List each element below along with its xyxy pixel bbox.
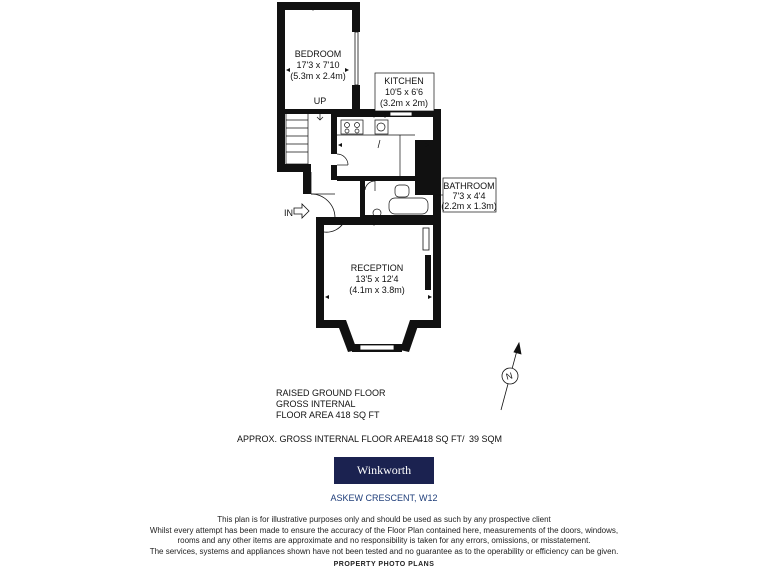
bedroom-walls (277, 2, 360, 172)
disclaimer-line: rooms and any other items are approximate and no responsibility is taken for any errors, omissions, or misstatement. (177, 536, 591, 545)
kitchen-fixtures (337, 120, 415, 176)
disclaimer-line: Whilst every attempt has been made to ensure the accuracy of the Floor Plan contained here, measurements of the doors, windows, (149, 525, 619, 535)
kitchen-size-metric: (3.2m x 2m) (379, 98, 429, 108)
bathroom-size-imperial: 7'3 x 4'4 (452, 191, 486, 201)
floor-area-heading: GROSS INTERNAL (276, 399, 356, 409)
bedroom-size-metric: (5.3m x 2.4m) (290, 71, 346, 81)
kitchen-name: KITCHEN (384, 76, 424, 86)
total-area-sqft: 418 SQ FT/ (418, 434, 465, 444)
total-area-sqm: 39 SQM (469, 434, 503, 444)
disclaimer-line: This plan is for illustrative purposes only and should be used as such by any prospective client (217, 515, 551, 524)
bedroom-window (355, 32, 358, 85)
disclaimer (0, 515, 768, 557)
reception-name: RECEPTION (350, 263, 404, 273)
brand-logo: PROPERTY PHOTO PLANS (333, 561, 435, 568)
entrance-label: IN (284, 208, 293, 218)
kitchen-window (390, 112, 412, 116)
entrance-arrow (294, 204, 309, 218)
total-area-label: APPROX. GROSS INTERNAL FLOOR AREA: (237, 434, 422, 444)
bathroom-name: BATHROOM (443, 181, 495, 191)
reception-radiator (425, 255, 431, 290)
bedroom-size-imperial: 17'3 x 7'10 (296, 60, 340, 70)
disclaimer-line: The services, systems and appliances shown have not been tested and no guarantee as to the operability or efficiency can be given. (149, 546, 619, 556)
stairs-up-label: UP (313, 96, 327, 106)
reception-size-imperial: 13'5 x 12'4 (355, 274, 399, 284)
reception-window (423, 228, 429, 250)
stairs (286, 112, 323, 164)
bay-window (360, 345, 394, 350)
bathroom-size-metric: (2.2m x 1.3m) (441, 201, 497, 211)
bedroom-name: BEDROOM (294, 49, 342, 59)
floor-area-value: FLOOR AREA 418 SQ FT (276, 410, 380, 420)
reception-size-metric: (4.1m x 3.8m) (349, 285, 405, 295)
kitchen-size-imperial: 10'5 x 6'6 (385, 87, 423, 97)
property-address: ASKEW CRESCENT, W12 (330, 493, 438, 503)
floor-name: RAISED GROUND FLOOR (276, 388, 386, 398)
north-label: N (504, 370, 514, 382)
agent-logo: Winkworth (334, 457, 434, 484)
